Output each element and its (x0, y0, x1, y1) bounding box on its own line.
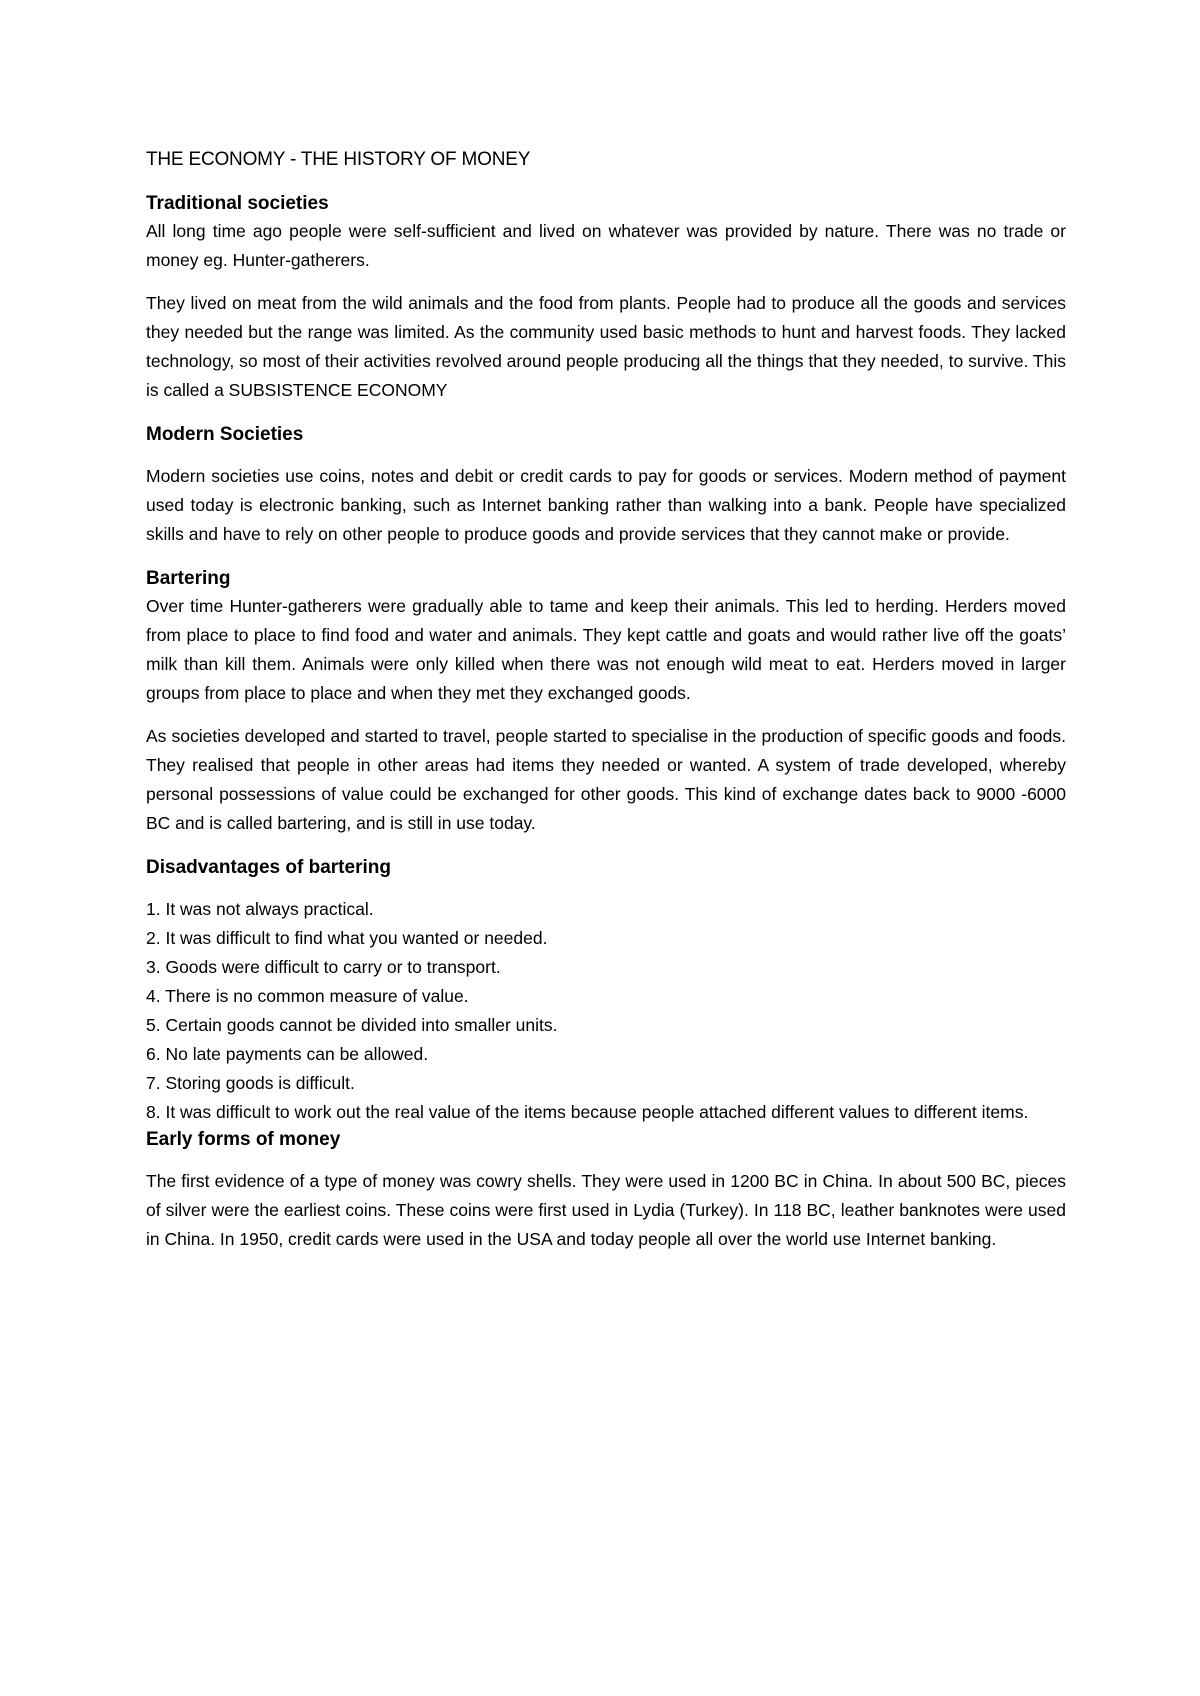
paragraph-modern-1: Modern societies use coins, notes and debit or credit cards to pay for goods or services. Modern method of payment used today is electronic banking, such as Internet banking rather than walking into a bank. People have specialized skills and have to rely on other people to produce goods and provide services that they cannot make or provide. (146, 466, 1066, 544)
list-item: 7. Storing goods is difficult. (146, 1073, 355, 1093)
disadvantages-list (146, 895, 1066, 1127)
section-heading-early-forms: Early forms of money (146, 1129, 341, 1150)
page-title: THE ECONOMY - THE HISTORY OF MONEY (146, 149, 531, 170)
list-item: 6. No late payments can be allowed. (146, 1044, 429, 1064)
section-heading-disadvantages: Disadvantages of bartering (146, 857, 391, 878)
list-item: 2. It was difficult to find what you wanted or needed. (146, 928, 548, 948)
list-item: 8. It was difficult to work out the real value of the items because people attached different values to different items. (146, 1102, 1029, 1122)
paragraph-bartering-1: Over time Hunter-gatherers were gradually able to tame and keep their animals. This led to herding. Herders moved from place to place to find food and water and animals. They kept cattle and goats and would rather live off the goats’ milk than kill them. Animals were only killed when there was not enough wild meat to eat. Herders moved in larger groups from place to place and when they met they exchanged goods. (146, 596, 1066, 703)
list-item: 1. It was not always practical. (146, 899, 374, 919)
paragraph-early-forms-1: The first evidence of a type of money was cowry shells. They were used in 1200 BC in China. In about 500 BC, pieces of silver were the earliest coins. These coins were first used in Lydia (Turkey). In 118 BC, leather banknotes were used in China. In 1950, credit cards were used in the USA and today people all over the world use Internet banking. (146, 1171, 1066, 1249)
list-item: 5. Certain goods cannot be divided into smaller units. (146, 1015, 558, 1035)
paragraph-bartering-2: As societies developed and started to travel, people started to specialise in the production of specific goods and foods. They realised that people in other areas had items they needed or wanted. A system of trade developed, whereby personal possessions of value could be exchanged for other goods. This kind of exchange dates back to 9000 -6000 BC and is called bartering, and is still in use today. (146, 726, 1066, 833)
section-heading-modern: Modern Societies (146, 424, 304, 445)
paragraph-traditional-1: All long time ago people were self-sufficient and lived on whatever was provided by nature. There was no trade or money eg. Hunter-gatherers. (146, 221, 1066, 270)
paragraph-traditional-2: They lived on meat from the wild animals and the food from plants. People had to produce all the goods and services they needed but the range was limited. As the community used basic methods to hunt and harvest foods. They lacked technology, so most of their activities revolved around people producing all the things that they needed, to survive. This is called a SUBSISTENCE ECONOMY (146, 293, 1066, 400)
section-heading-traditional: Traditional societies (146, 193, 329, 214)
list-item: 3. Goods were difficult to carry or to transport. (146, 957, 501, 977)
section-heading-bartering: Bartering (146, 568, 231, 589)
list-item: 4. There is no common measure of value. (146, 986, 469, 1006)
document-page (146, 146, 1066, 1254)
